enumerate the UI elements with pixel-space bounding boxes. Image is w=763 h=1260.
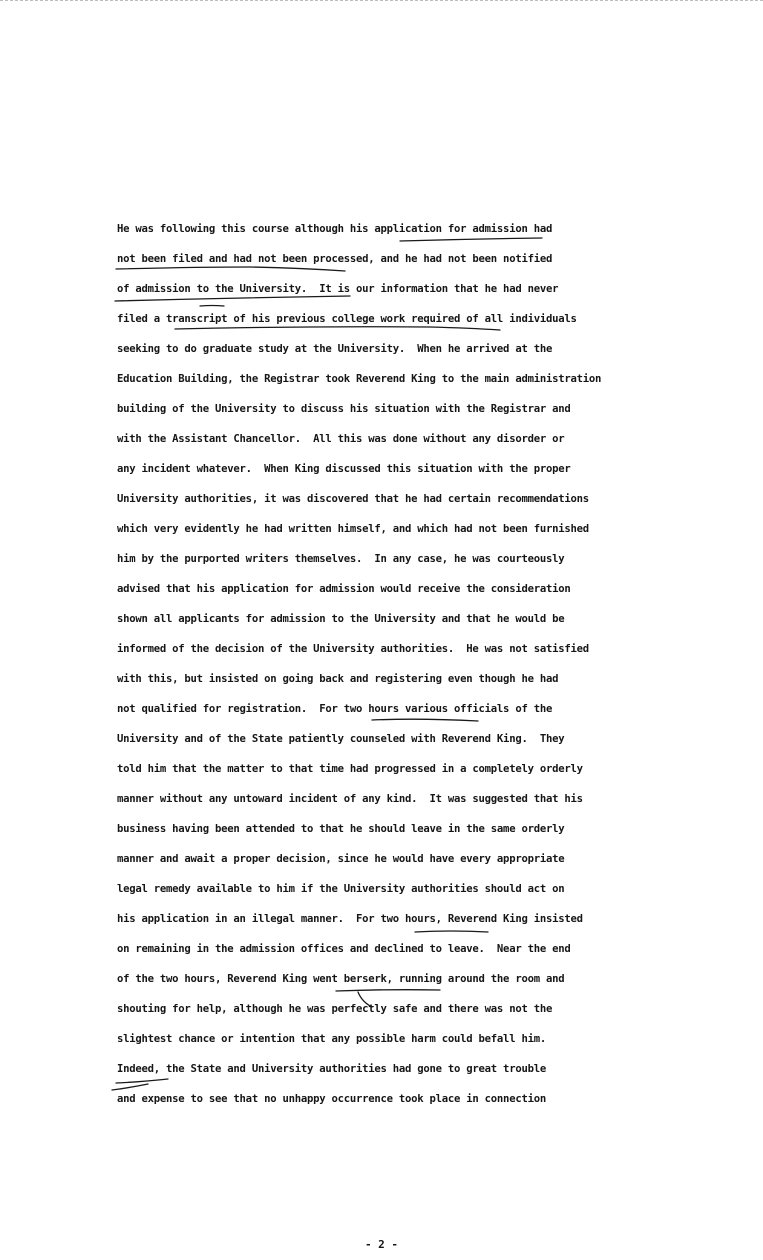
page-top-border (0, 0, 763, 1)
text-line: He was following this course although his application for admission had (117, 223, 553, 235)
text-line: filed a transcript of his previous college work required of all individuals (117, 313, 577, 325)
text-line: University and of the State patiently counseled with Reverend King. They (117, 733, 565, 745)
text-line: slightest chance or intention that any possible harm could befall him. (117, 1033, 546, 1045)
text-line: with this, but insisted on going back and registering even though he had (117, 673, 559, 685)
text-line: Education Building, the Registrar took Reverend King to the main administration (117, 373, 602, 385)
text-line: manner without any untoward incident of any kind. It was suggested that his (117, 793, 583, 805)
text-line: any incident whatever. When King discussed this situation with the proper (117, 463, 571, 475)
text-line: with the Assistant Chancellor. All this was done without any disorder or (117, 433, 565, 445)
text-line: building of the University to discuss his situation with the Registrar and (117, 403, 571, 415)
text-line: which very evidently he had written himself, and which had not been furnished (117, 523, 589, 535)
text-line: Indeed, the State and University authorities had gone to great trouble (117, 1063, 546, 1075)
text-line: not been filed and had not been processed, and he had not been notified (117, 253, 553, 265)
text-line: legal remedy available to him if the University authorities should act on (117, 883, 565, 895)
text-line: his application in an illegal manner. For two hours, Reverend King insisted (117, 913, 583, 925)
text-line: and expense to see that no unhappy occurrence took place in connection (117, 1093, 546, 1105)
text-line: him by the purported writers themselves. In any case, he was courteously (117, 553, 565, 565)
text-line: advised that his application for admission would receive the consideration (117, 583, 571, 595)
text-line: shouting for help, although he was perfectly safe and there was not the (117, 1003, 553, 1015)
text-line: business having been attended to that he should leave in the same orderly (117, 823, 565, 835)
page-number: - 2 - (364, 1238, 399, 1251)
text-line: on remaining in the admission offices and declined to leave. Near the end (117, 943, 571, 955)
text-line: of admission to the University. It is our information that he had never (117, 283, 559, 295)
text-line: manner and await a proper decision, since he would have every appropriate (117, 853, 565, 865)
text-line: informed of the decision of the University authorities. He was not satisfied (117, 643, 589, 655)
text-line: told him that the matter to that time had progressed in a completely orderly (117, 763, 583, 775)
text-line: seeking to do graduate study at the University. When he arrived at the (117, 343, 553, 355)
text-line: University authorities, it was discovered that he had certain recommendations (117, 493, 589, 505)
body-text (117, 219, 727, 1119)
text-line: of the two hours, Reverend King went berserk, running around the room and (117, 973, 565, 985)
text-line: not qualified for registration. For two hours various officials of the (117, 703, 553, 715)
text-line: shown all applicants for admission to the University and that he would be (117, 613, 565, 625)
